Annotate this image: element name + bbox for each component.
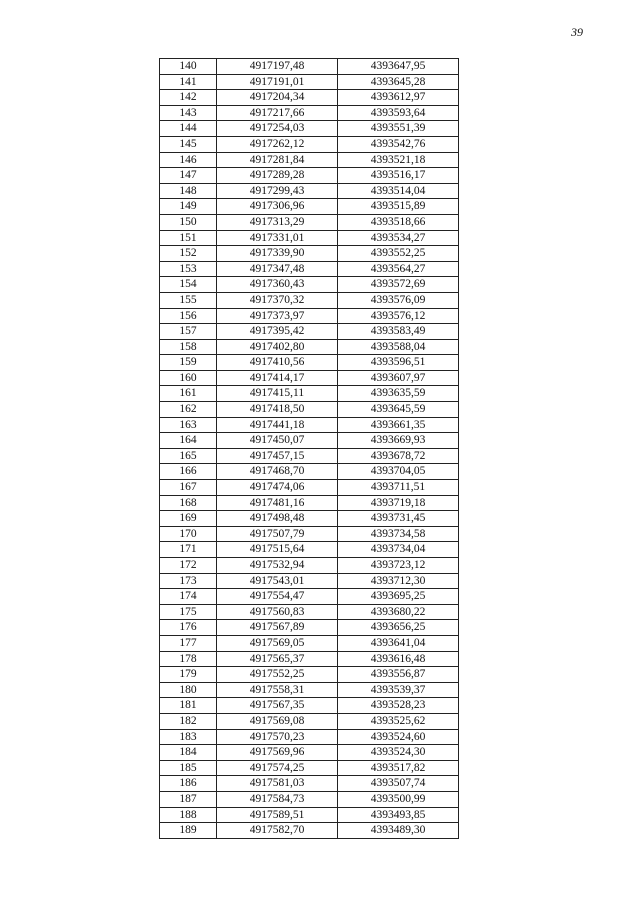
x-coordinate-cell: 4917481,16 [217,495,338,511]
table-row [160,386,459,402]
point-number-cell: 183 [160,729,217,745]
point-number-cell: 140 [160,59,217,75]
y-coordinate-cell: 4393656,25 [338,620,459,636]
table-row [160,324,459,340]
point-number-cell: 187 [160,791,217,807]
table-row [160,511,459,527]
point-number-cell: 179 [160,667,217,683]
table-row [160,604,459,620]
point-number-cell: 172 [160,558,217,574]
x-coordinate-cell: 4917560,83 [217,604,338,620]
point-number-cell: 149 [160,199,217,215]
x-coordinate-cell: 4917191,01 [217,74,338,90]
table-row [160,791,459,807]
y-coordinate-cell: 4393719,18 [338,495,459,511]
y-coordinate-cell: 4393572,69 [338,277,459,293]
x-coordinate-cell: 4917468,70 [217,464,338,480]
y-coordinate-cell: 4393528,23 [338,698,459,714]
y-coordinate-cell: 4393734,04 [338,542,459,558]
table-row [160,526,459,542]
y-coordinate-cell: 4393678,72 [338,448,459,464]
y-coordinate-cell: 4393645,59 [338,402,459,418]
y-coordinate-cell: 4393588,04 [338,339,459,355]
x-coordinate-cell: 4917402,80 [217,339,338,355]
table-row [160,105,459,121]
point-number-cell: 152 [160,246,217,262]
table-row [160,620,459,636]
table-row [160,698,459,714]
y-coordinate-cell: 4393680,22 [338,604,459,620]
point-number-cell: 142 [160,90,217,106]
table-row [160,152,459,168]
table-row [160,713,459,729]
x-coordinate-cell: 4917515,64 [217,542,338,558]
point-number-cell: 177 [160,635,217,651]
x-coordinate-cell: 4917552,25 [217,667,338,683]
x-coordinate-cell: 4917197,48 [217,59,338,75]
table-row [160,667,459,683]
x-coordinate-cell: 4917262,12 [217,136,338,152]
x-coordinate-cell: 4917565,37 [217,651,338,667]
x-coordinate-cell: 4917554,47 [217,589,338,605]
y-coordinate-cell: 4393576,09 [338,292,459,308]
page-number: 39 [571,25,583,39]
y-coordinate-cell: 4393695,25 [338,589,459,605]
table-row [160,402,459,418]
table-row [160,464,459,480]
point-number-cell: 143 [160,105,217,121]
x-coordinate-cell: 4917569,96 [217,745,338,761]
point-number-cell: 189 [160,823,217,839]
x-coordinate-cell: 4917450,07 [217,433,338,449]
point-number-cell: 170 [160,526,217,542]
table-row [160,121,459,137]
point-number-cell: 178 [160,651,217,667]
x-coordinate-cell: 4917567,35 [217,698,338,714]
point-number-cell: 141 [160,74,217,90]
x-coordinate-cell: 4917306,96 [217,199,338,215]
x-coordinate-cell: 4917589,51 [217,807,338,823]
table-row [160,168,459,184]
x-coordinate-cell: 4917498,48 [217,511,338,527]
table-row [160,542,459,558]
table-row [160,199,459,215]
y-coordinate-cell: 4393612,97 [338,90,459,106]
point-number-cell: 160 [160,370,217,386]
point-number-cell: 151 [160,230,217,246]
y-coordinate-cell: 4393514,04 [338,183,459,199]
y-coordinate-cell: 4393534,27 [338,230,459,246]
x-coordinate-cell: 4917582,70 [217,823,338,839]
x-coordinate-cell: 4917414,17 [217,370,338,386]
point-number-cell: 171 [160,542,217,558]
point-number-cell: 162 [160,402,217,418]
table-row [160,433,459,449]
x-coordinate-cell: 4917415,11 [217,386,338,402]
point-number-cell: 150 [160,214,217,230]
x-coordinate-cell: 4917289,28 [217,168,338,184]
x-coordinate-cell: 4917543,01 [217,573,338,589]
point-number-cell: 157 [160,324,217,340]
point-number-cell: 159 [160,355,217,371]
point-number-cell: 161 [160,386,217,402]
table-row [160,74,459,90]
y-coordinate-cell: 4393583,49 [338,324,459,340]
table-row [160,339,459,355]
point-number-cell: 182 [160,713,217,729]
table-row [160,90,459,106]
y-coordinate-cell: 4393551,39 [338,121,459,137]
y-coordinate-cell: 4393661,35 [338,417,459,433]
y-coordinate-cell: 4393489,30 [338,823,459,839]
point-number-cell: 168 [160,495,217,511]
y-coordinate-cell: 4393704,05 [338,464,459,480]
x-coordinate-cell: 4917360,43 [217,277,338,293]
x-coordinate-cell: 4917474,06 [217,480,338,496]
x-coordinate-cell: 4917570,23 [217,729,338,745]
x-coordinate-cell: 4917457,15 [217,448,338,464]
table-row [160,682,459,698]
point-number-cell: 188 [160,807,217,823]
y-coordinate-cell: 4393731,45 [338,511,459,527]
table-row [160,760,459,776]
x-coordinate-cell: 4917569,08 [217,713,338,729]
x-coordinate-cell: 4917299,43 [217,183,338,199]
point-number-cell: 180 [160,682,217,698]
table-row [160,308,459,324]
y-coordinate-cell: 4393723,12 [338,558,459,574]
x-coordinate-cell: 4917418,50 [217,402,338,418]
table-row [160,246,459,262]
table-row [160,261,459,277]
table-row [160,230,459,246]
table-row [160,448,459,464]
point-number-cell: 147 [160,168,217,184]
table-row [160,59,459,75]
point-number-cell: 175 [160,604,217,620]
table-row [160,558,459,574]
x-coordinate-cell: 4917569,05 [217,635,338,651]
x-coordinate-cell: 4917558,31 [217,682,338,698]
table-row [160,635,459,651]
table-row [160,776,459,792]
x-coordinate-cell: 4917313,29 [217,214,338,230]
point-number-cell: 173 [160,573,217,589]
coordinates-table-body [160,59,459,839]
coordinates-table [159,58,459,839]
y-coordinate-cell: 4393521,18 [338,152,459,168]
point-number-cell: 146 [160,152,217,168]
y-coordinate-cell: 4393669,93 [338,433,459,449]
point-number-cell: 174 [160,589,217,605]
y-coordinate-cell: 4393645,28 [338,74,459,90]
table-row [160,355,459,371]
x-coordinate-cell: 4917370,32 [217,292,338,308]
point-number-cell: 167 [160,480,217,496]
y-coordinate-cell: 4393564,27 [338,261,459,277]
point-number-cell: 165 [160,448,217,464]
table-row [160,214,459,230]
x-coordinate-cell: 4917204,34 [217,90,338,106]
y-coordinate-cell: 4393616,48 [338,651,459,667]
point-number-cell: 155 [160,292,217,308]
table-row [160,480,459,496]
x-coordinate-cell: 4917254,03 [217,121,338,137]
y-coordinate-cell: 4393542,76 [338,136,459,152]
y-coordinate-cell: 4393517,82 [338,760,459,776]
y-coordinate-cell: 4393525,62 [338,713,459,729]
x-coordinate-cell: 4917567,89 [217,620,338,636]
point-number-cell: 185 [160,760,217,776]
point-number-cell: 163 [160,417,217,433]
x-coordinate-cell: 4917441,18 [217,417,338,433]
point-number-cell: 166 [160,464,217,480]
table-row [160,495,459,511]
point-number-cell: 164 [160,433,217,449]
point-number-cell: 148 [160,183,217,199]
y-coordinate-cell: 4393515,89 [338,199,459,215]
y-coordinate-cell: 4393493,85 [338,807,459,823]
x-coordinate-cell: 4917347,48 [217,261,338,277]
table-row [160,292,459,308]
point-number-cell: 181 [160,698,217,714]
point-number-cell: 153 [160,261,217,277]
table-row [160,417,459,433]
point-number-cell: 144 [160,121,217,137]
x-coordinate-cell: 4917532,94 [217,558,338,574]
x-coordinate-cell: 4917217,66 [217,105,338,121]
y-coordinate-cell: 4393516,17 [338,168,459,184]
point-number-cell: 145 [160,136,217,152]
table-row [160,745,459,761]
table-row [160,370,459,386]
y-coordinate-cell: 4393607,97 [338,370,459,386]
y-coordinate-cell: 4393734,58 [338,526,459,542]
y-coordinate-cell: 4393552,25 [338,246,459,262]
table-row [160,823,459,839]
point-number-cell: 169 [160,511,217,527]
x-coordinate-cell: 4917584,73 [217,791,338,807]
table-row [160,729,459,745]
x-coordinate-cell: 4917574,25 [217,760,338,776]
y-coordinate-cell: 4393539,37 [338,682,459,698]
y-coordinate-cell: 4393556,87 [338,667,459,683]
point-number-cell: 176 [160,620,217,636]
table-row [160,651,459,667]
y-coordinate-cell: 4393576,12 [338,308,459,324]
x-coordinate-cell: 4917507,79 [217,526,338,542]
x-coordinate-cell: 4917581,03 [217,776,338,792]
x-coordinate-cell: 4917339,90 [217,246,338,262]
x-coordinate-cell: 4917410,56 [217,355,338,371]
x-coordinate-cell: 4917331,01 [217,230,338,246]
point-number-cell: 156 [160,308,217,324]
x-coordinate-cell: 4917395,42 [217,324,338,340]
point-number-cell: 158 [160,339,217,355]
x-coordinate-cell: 4917373,97 [217,308,338,324]
table-row [160,807,459,823]
y-coordinate-cell: 4393507,74 [338,776,459,792]
table-row [160,183,459,199]
y-coordinate-cell: 4393712,30 [338,573,459,589]
point-number-cell: 154 [160,277,217,293]
y-coordinate-cell: 4393524,30 [338,745,459,761]
table-row [160,277,459,293]
y-coordinate-cell: 4393641,04 [338,635,459,651]
x-coordinate-cell: 4917281,84 [217,152,338,168]
table-row [160,136,459,152]
y-coordinate-cell: 4393524,60 [338,729,459,745]
y-coordinate-cell: 4393711,51 [338,480,459,496]
y-coordinate-cell: 4393596,51 [338,355,459,371]
y-coordinate-cell: 4393518,66 [338,214,459,230]
y-coordinate-cell: 4393647,95 [338,59,459,75]
y-coordinate-cell: 4393500,99 [338,791,459,807]
point-number-cell: 184 [160,745,217,761]
table-row [160,589,459,605]
point-number-cell: 186 [160,776,217,792]
y-coordinate-cell: 4393593,64 [338,105,459,121]
table-row [160,573,459,589]
y-coordinate-cell: 4393635,59 [338,386,459,402]
